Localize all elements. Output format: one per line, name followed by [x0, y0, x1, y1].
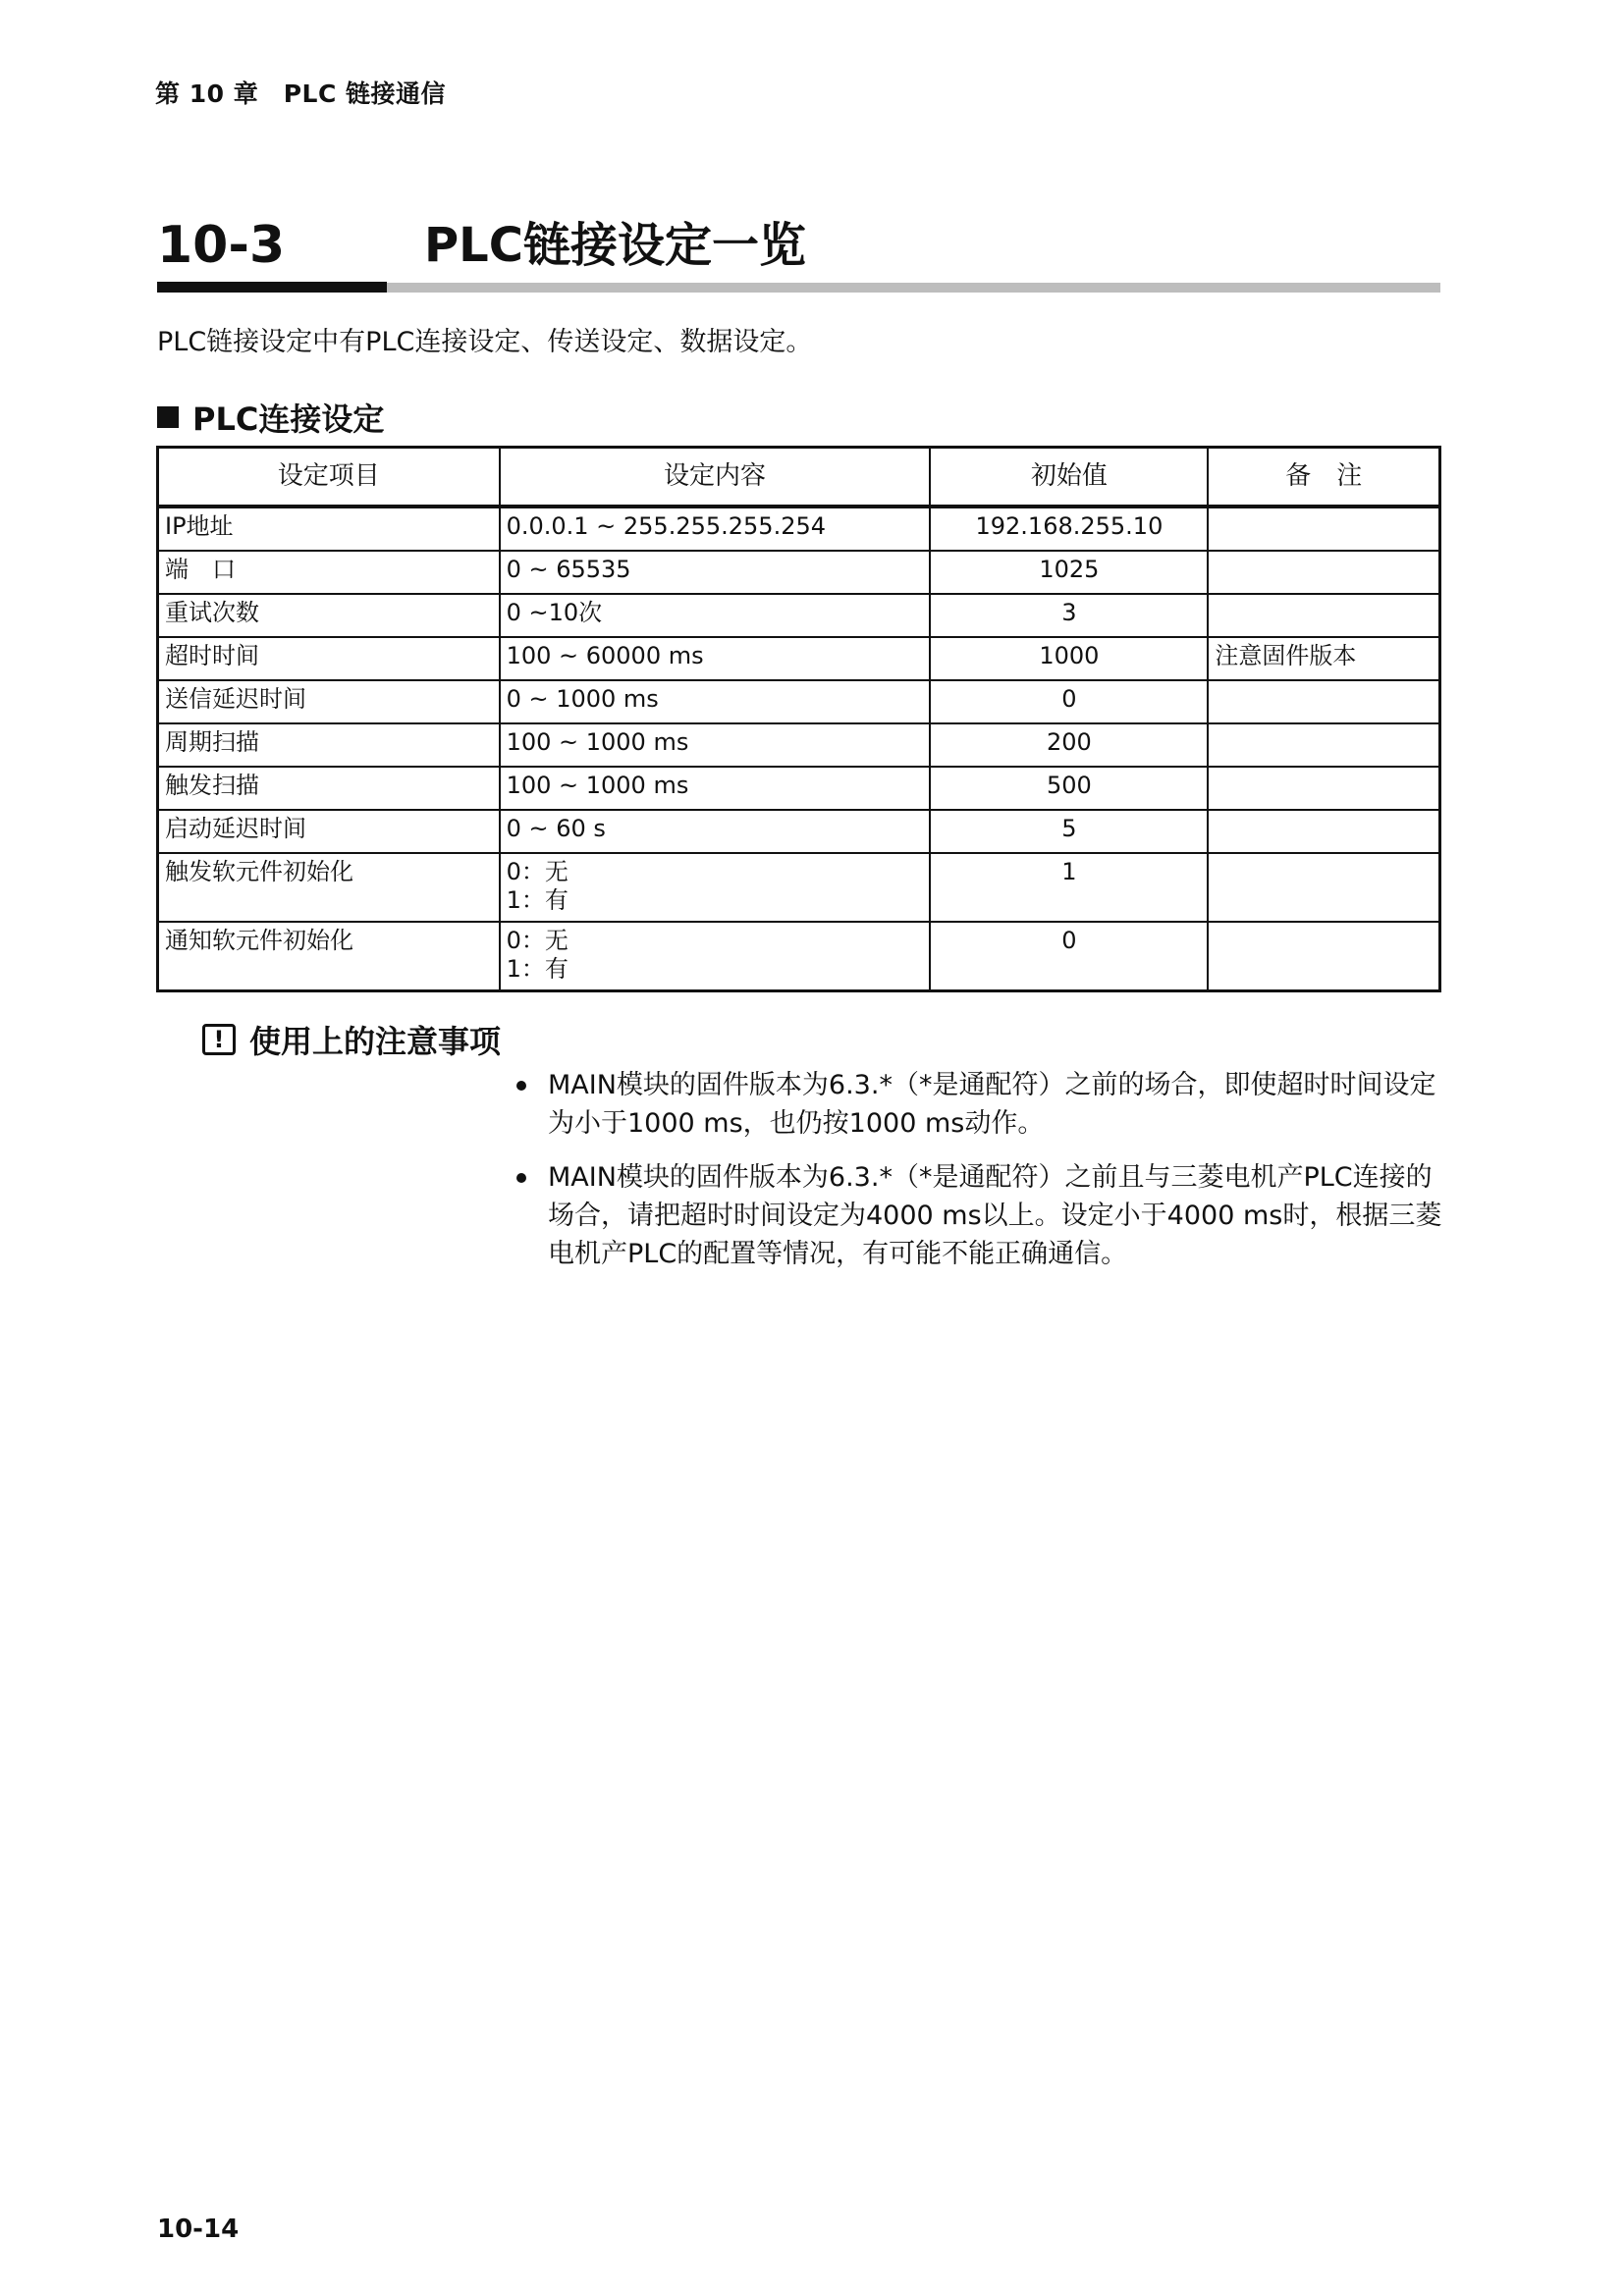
setting-item: IP地址 [158, 507, 500, 551]
plc-connection-table [156, 446, 1441, 992]
setting-initial: 200 [930, 723, 1208, 767]
setting-content: 0 ~ 65535 [500, 551, 931, 594]
setting-item: 启动延迟时间 [158, 810, 500, 853]
table-row [158, 507, 1440, 551]
cautions-heading-text: 使用上的注意事项 [249, 1023, 502, 1060]
table-row [158, 767, 1440, 810]
setting-content: 0 ~10次 [500, 594, 931, 637]
bullet-icon [516, 1081, 526, 1091]
setting-item: 端 口 [158, 551, 500, 594]
setting-initial: 0 [930, 680, 1208, 723]
section-number: 10-3 [157, 216, 286, 275]
column-header-content: 设定内容 [500, 448, 931, 507]
list-item [511, 1066, 1453, 1143]
setting-item: 触发扫描 [158, 767, 500, 810]
setting-initial: 1025 [930, 551, 1208, 594]
setting-initial: 0 [930, 922, 1208, 991]
setting-content: 0.0.0.1 ~ 255.255.255.254 [500, 507, 931, 551]
column-header-item: 设定项目 [158, 448, 500, 507]
setting-item: 重试次数 [158, 594, 500, 637]
setting-content: 100 ~ 1000 ms [500, 767, 931, 810]
setting-content: 0 ~ 1000 ms [500, 680, 931, 723]
bullet-icon [516, 1173, 526, 1183]
plc-connection-heading [157, 395, 384, 440]
table-row [158, 810, 1440, 853]
plc-connection-heading-text: PLC连接设定 [192, 400, 385, 438]
setting-note [1208, 680, 1439, 723]
setting-content [500, 922, 931, 991]
setting-note [1208, 551, 1439, 594]
section-rule-gray [387, 283, 1440, 293]
setting-note [1208, 594, 1439, 637]
setting-note [1208, 810, 1439, 853]
column-header-initial: 初始值 [930, 448, 1208, 507]
setting-item: 周期扫描 [158, 723, 500, 767]
table-header-row [158, 448, 1440, 507]
setting-note [1208, 507, 1439, 551]
caution-text: MAIN模块的固件版本为6.3.*（*是通配符）之前且与三菱电机产PLC连接的场合，请把超时时间设定为4000 ms以上。设定小于4000 ms时，根据三菱电机产PLC的配置等情况，有可能不能正确通信。 [548, 1162, 1442, 1269]
setting-item: 通知软元件初始化 [158, 922, 500, 991]
table-row [158, 680, 1440, 723]
setting-note [1208, 922, 1439, 991]
setting-content [500, 853, 931, 922]
setting-initial: 500 [930, 767, 1208, 810]
setting-initial: 1000 [930, 637, 1208, 680]
setting-content-line: 1：有 [506, 955, 568, 983]
setting-content: 100 ~ 1000 ms [500, 723, 931, 767]
setting-initial: 3 [930, 594, 1208, 637]
section-title: PLC链接设定一览 [424, 218, 806, 273]
cautions-list [511, 1066, 1453, 1289]
table-row [158, 594, 1440, 637]
exclamation-icon: ! [202, 1024, 236, 1055]
page-number: 10-14 [157, 2215, 240, 2244]
table-row [158, 637, 1440, 680]
setting-initial: 192.168.255.10 [930, 507, 1208, 551]
setting-item: 触发软元件初始化 [158, 853, 500, 922]
setting-content: 0 ~ 60 s [500, 810, 931, 853]
setting-content: 100 ~ 60000 ms [500, 637, 931, 680]
square-bullet-icon [157, 406, 179, 428]
column-header-note: 备 注 [1208, 448, 1439, 507]
table-row [158, 723, 1440, 767]
list-item [511, 1158, 1453, 1273]
chapter-header: 第 10 章 PLC 链接通信 [155, 80, 447, 108]
section-rule-dark [157, 282, 387, 293]
setting-note: 注意固件版本 [1208, 637, 1439, 680]
cautions-heading [202, 1017, 501, 1062]
setting-initial: 1 [930, 853, 1208, 922]
setting-note [1208, 853, 1439, 922]
setting-initial: 5 [930, 810, 1208, 853]
table-row [158, 922, 1440, 991]
setting-note [1208, 767, 1439, 810]
setting-item: 超时时间 [158, 637, 500, 680]
table-row [158, 853, 1440, 922]
setting-content-line: 0：无 [506, 927, 568, 954]
section-intro: PLC链接设定中有PLC连接设定、传送设定、数据设定。 [157, 327, 813, 357]
setting-item: 送信延迟时间 [158, 680, 500, 723]
setting-note [1208, 723, 1439, 767]
setting-content-line: 1：有 [506, 886, 568, 914]
caution-text: MAIN模块的固件版本为6.3.*（*是通配符）之前的场合，即使超时时间设定为小于1000 ms，也仍按1000 ms动作。 [548, 1070, 1436, 1139]
setting-content-line: 0：无 [506, 858, 568, 885]
table-row [158, 551, 1440, 594]
